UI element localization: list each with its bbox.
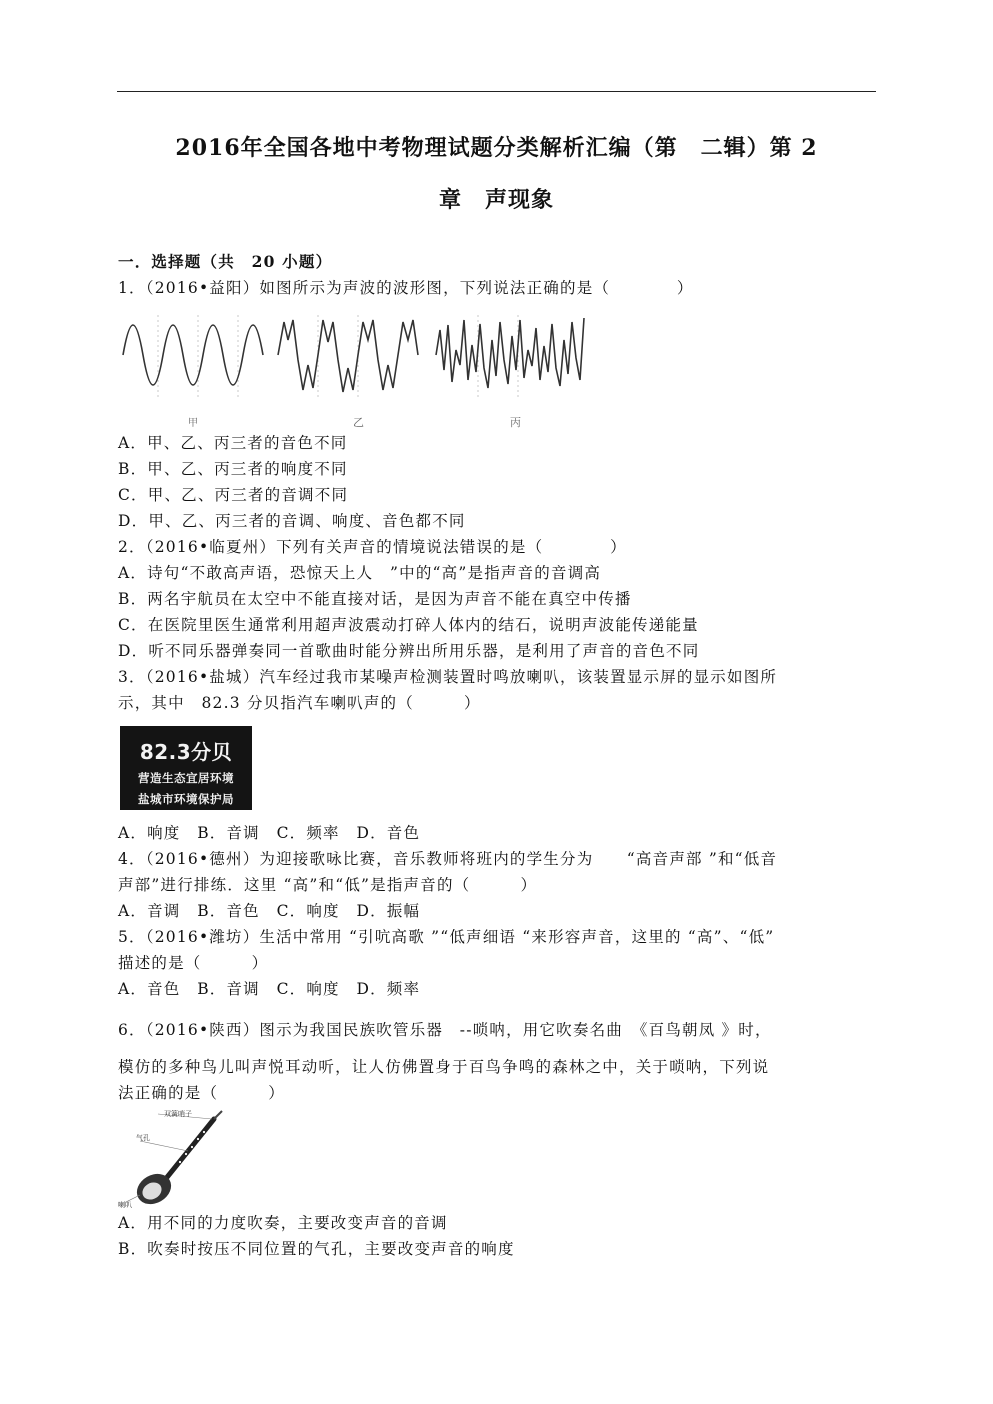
noise-agency: 盐城市环境保护局: [138, 792, 234, 806]
q1-option-c: C．甲、乙、丙三者的音调不同: [118, 486, 349, 504]
q4-stem-line2: 声部”进行排练．这里 “高”和“低”是指声音的（ ）: [118, 876, 538, 894]
q2-option-b: B．两名宇航员在太空中不能直接对话，是因为声音不能在真空中传播: [118, 590, 632, 608]
q3-options: A．响度 B．音调 C．频率 D．音色: [118, 824, 421, 842]
q2-option-c: C．在医院里医生通常利用超声波震动打碎人体内的结石，说明声波能传递能量: [118, 616, 699, 634]
q2-option-a: A．诗句“不敢高声语，恐惊天上人 ”中的“高”是指声音的音调高: [118, 564, 602, 582]
q6-option-b: B．吹奏时按压不同位置的气孔，主要改变声音的响度: [118, 1240, 515, 1258]
wave-jia: [123, 325, 263, 385]
q6-stem-line1: 6．（2016•陕西）图示为我国民族吹管乐器 --唢呐，用它吹奏名曲 《百鸟朝凤 》时，: [118, 1021, 772, 1039]
q1-option-a: A．甲、乙、丙三者的音色不同: [118, 434, 348, 452]
q4-options: A．音调 B．音色 C．响度 D．振幅: [118, 902, 421, 920]
q6-stem-line2: 模仿的多种鸟儿叫声悦耳动听，让人仿佛置身于百鸟争鸣的森林之中，关于唢呐，下列说: [118, 1058, 770, 1076]
q5-stem-line2: 描述的是（ ）: [118, 954, 269, 972]
suona-label-bell: 喇叭: [118, 1201, 132, 1209]
q2-option-d: D．听不同乐器弹奏同一首歌曲时能分辨出所用乐器，是利用了声音的音色不同: [118, 642, 700, 660]
header-rule: [117, 91, 876, 92]
q1-stem: 1．（2016•益阳）如图所示为声波的波形图，下列说法正确的是（ ）: [118, 279, 694, 297]
q6-option-a: A．用不同的力度吹奏，主要改变声音的音调: [118, 1214, 448, 1232]
wave-bing: [436, 318, 584, 388]
suona-body: [164, 1119, 214, 1181]
q1-option-d: D．甲、乙、丙三者的音调、响度、音色都不同: [118, 512, 466, 530]
suona-label-hole: 气孔: [136, 1134, 150, 1142]
wave-label-yi: 乙: [353, 416, 364, 429]
q3-stem-line2: 示，其中 82.3 分贝指汽车喇叭声的（ ）: [118, 694, 481, 712]
noise-display-panel: [120, 726, 252, 810]
suona-reed: [214, 1111, 222, 1119]
q4-stem-line1: 4．（2016•德州）为迎接歌咏比赛，音乐教师将班内的学生分为 “高音声部 ”和“低音: [118, 850, 778, 868]
wave-yi: [278, 320, 418, 392]
wave-label-jia: 甲: [188, 418, 198, 429]
q3-stem-line1: 3．（2016•盐城）汽车经过我市某噪声检测装置时鸣放喇叭，该装置显示屏的显示如图所: [118, 668, 778, 686]
noise-slogan: 营造生态宜居环境: [138, 771, 234, 785]
section-heading: 一．选择题（共 20 小题）: [118, 252, 333, 271]
q1-option-b: B．甲、乙、丙三者的响度不同: [118, 460, 348, 478]
q2-stem: 2．（2016•临夏州）下列有关声音的情境说法错误的是（ ）: [118, 538, 627, 556]
page-title-line2: 章 声现象: [438, 187, 554, 213]
q6-stem-line3: 法正确的是（ ）: [118, 1084, 286, 1102]
suona-figure: [118, 1107, 228, 1209]
q1-waveform-figure: [118, 310, 598, 432]
suona-label-reed: 双簧哨子: [164, 1110, 192, 1118]
q5-options: A．音色 B．音调 C．响度 D．频率: [118, 980, 421, 998]
page-title-line1: 2016年全国各地中考物理试题分类解析汇编（第 二辑）第 2: [175, 135, 818, 161]
q5-stem-line1: 5．（2016•潍坊）生活中常用 “引吭高歌 ”“低声细语 “来形容声音，这里的 “高”、“低”: [118, 928, 775, 946]
noise-reading: 82.3分贝: [139, 740, 233, 764]
wave-label-bing: 丙: [510, 416, 521, 429]
